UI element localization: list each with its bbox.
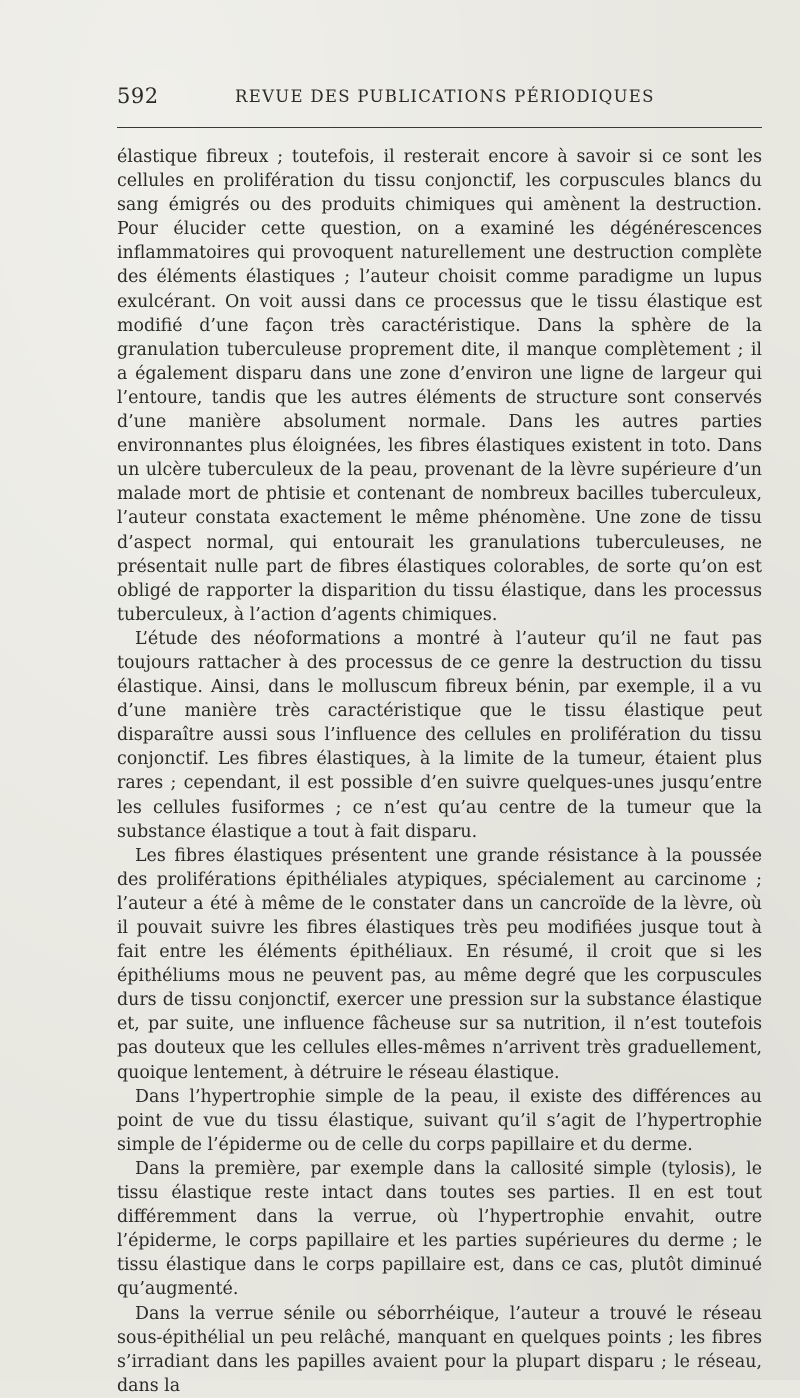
paragraph-epithelial-proliferations: Les fibres élastiques présentent une grande résistance à la poussée des proliférations épithéliales atypiques, spécialement au carcinome ; l’auteur a été à même de le constater dans un cancroïde de la lèvre, où il pouvait suivre les fibres élastiques très peu modifiées jusque tout à fait entre les éléments épithéliaux. En résumé, il croit que si les épithéliums mous ne peuvent pas, au même degré que les corpuscules durs de tissu conjonctif, exercer une pression sur la substance élastique et, par suite, une influence fâcheuse sur sa nutrition, il n’est toutefois pas douteux que les cellules elles-mêmes n’arrivent très graduellement, quoique lentement, à détruire le réseau élastique. [117,845,762,1083]
body-text [117,145,762,1398]
header-rule [117,127,762,128]
paragraph-continued: élastique fibreux ; toutefois, il resterait encore à savoir si ce sont les cellules en prolifération du tissu conjonctif, les corpuscules blancs du sang émigrés ou des produits chimiques qui amènent la destruction. Pour élucider cette question, on a examiné les dégénérescences inflammatoires qui provoquent naturellement une destruction complète des éléments élastiques ; l’auteur choisit comme paradigme un lupus exulcérant. On voit aussi dans ce processus que le tissu élastique est modifié d’une façon très caractéristique. Dans la sphère de la granulation tuberculeuse proprement dite, il manque complètement ; il a également disparu dans une zone d’environ une ligne de largeur qui l’entoure, tandis que les autres éléments de structure sont conservés d’une manière absolument normale. Dans les autres parties environnantes plus éloignées, les fibres élastiques existent in toto. Dans un ulcère tuberculeux de la peau, provenant de la lèvre supérieure d’un malade mort de phtisie et contenant de nombreux bacilles tuberculeux, l’auteur constata exactement le même phénomène. Une zone de tissu d’aspect normal, qui entourait les granulations tuberculeuses, ne présentait nulle part de fibres élastiques colorables, de sorte qu’on est obligé de rapporter la disparition du tissu élastique, dans les processus tuberculeux, à l’action d’agents chimiques. [117,147,762,625]
paragraph-neoformations: L’étude des néoformations a montré à l’auteur qu’il ne faut pas toujours rattacher à des processus de ce genre la destruction du tissu élastique. Ainsi, dans le molluscum fibreux bénin, par exemple, il a vu d’une manière très caractéristique que le tissu élastique peut disparaître aussi sous l’influence des cellules en prolifération du tissu conjonctif. Les fibres élastiques, à la limite de la tumeur, étaient plus rares ; cependant, il est possible d’en suivre quelques-unes jusqu’entre les cellules fusiformes ; ce n’est qu’au centre de la tumeur que la substance élastique a tout à fait disparu. [117,628,762,842]
paragraph-tylosis-verrue: Dans la première, par exemple dans la callosité simple (tylosis), le tissu élastique reste intact dans toutes ses parties. Il en est tout différemment dans la verrue, où l’hypertrophie envahit, outre l’épiderme, le corps papillaire et les parties supérieures du derme ; le tissu élastique dans le corps papillaire est, dans ce cas, plutôt diminué qu’augmenté. [117,1158,762,1300]
paragraph-simple-hypertrophy: Dans l’hypertrophie simple de la peau, il existe des différences au point de vue du tissu élastique, suivant qu’il s’agit de l’hypertrophie simple de l’épiderme ou de celle du corps papillaire et du derme. [117,1086,762,1155]
page-header [117,84,762,114]
page-number: 592 [117,84,159,108]
paragraph-senile-verrue: Dans la verrue sénile ou séborrhéique, l’auteur a trouvé le réseau sous-épithélial un peu relâché, manquant en quelques points ; les fibres s’irradiant dans les papilles avaient pour la plupart disparu ; le réseau, dans la [117,1303,762,1396]
running-title: REVUE DES PUBLICATIONS PÉRIODIQUES [235,87,655,106]
